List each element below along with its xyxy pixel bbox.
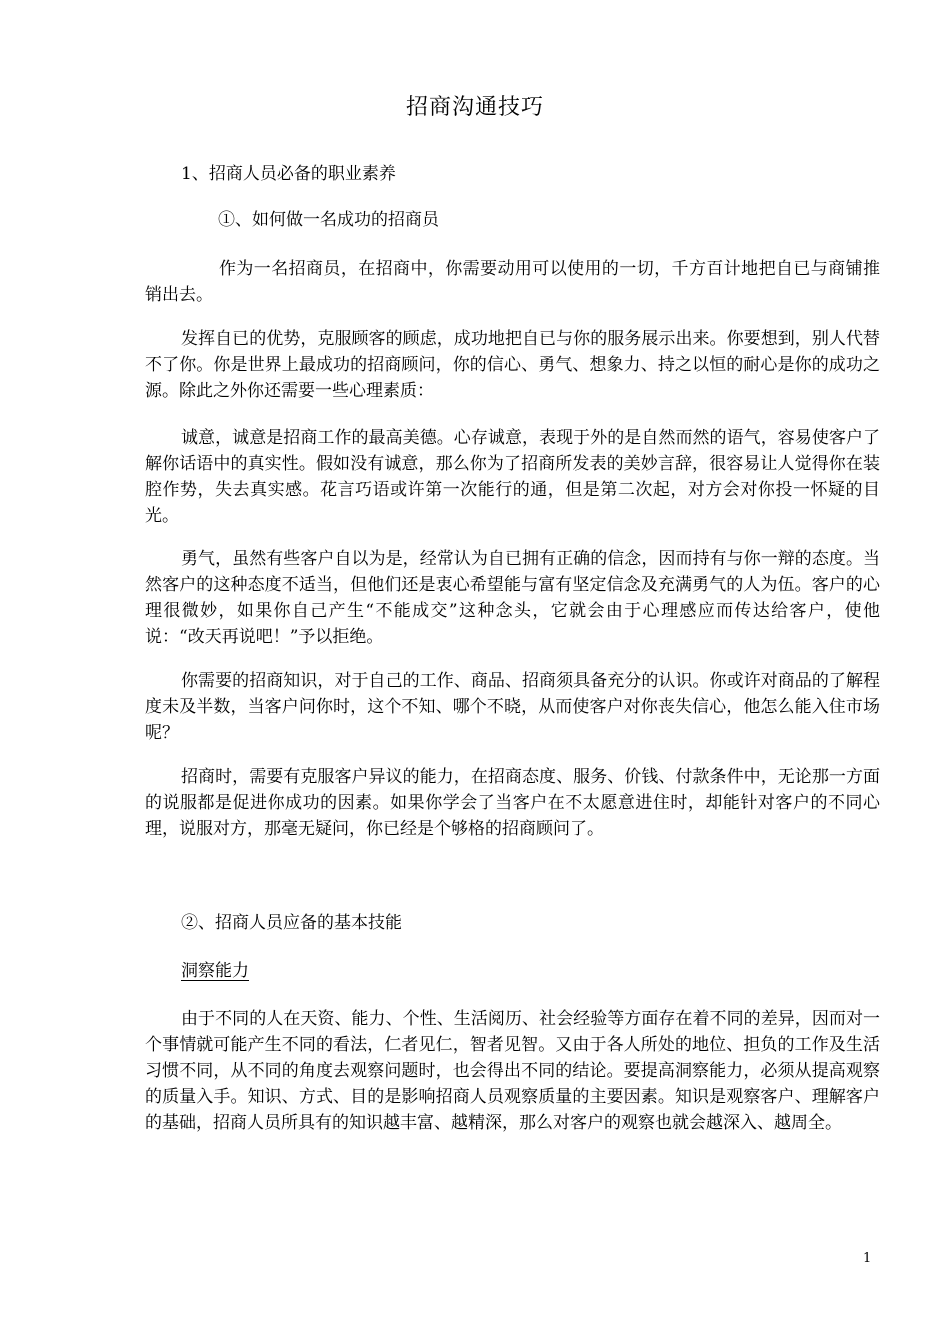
subsection-heading-basic-skills: ②、招商人员应备的基本技能 <box>181 913 402 933</box>
skill-heading-insight: 洞察能力 <box>181 961 249 981</box>
document-title: 招商沟通技巧 <box>405 95 544 120</box>
paragraph-sincerity: 诚意，诚意是招商工作的最高美德。心存诚意，表现于外的是自然而然的语气，容易使客户了解你话语中的真实性。假如没有诚意，那么你为了招商所发表的美妙言辞，很容易让人觉得你在装腔作势，失去真实感。花言巧语或许第一次能行的通，但是第二次起，对方会对你投一怀疑的目光。 <box>145 428 880 526</box>
paragraph-intro: 作为一名招商员，在招商中，你需要动用可以使用的一切，千方百计地把自已与商铺推销出去。 <box>145 259 880 305</box>
paragraph-strengths: 发挥自已的优势，克服顾客的顾虑，成功地把自已与你的服务展示出来。你要想到，别人代替不了你。你是世界上最成功的招商顾问，你的信心、勇气、想象力、持之以恒的耐心是你的成功之源。除此之外你还需要一些心理素质： <box>145 329 880 401</box>
paragraph-knowledge: 你需要的招商知识，对于自己的工作、商品、招商须具备充分的认识。你或许对商品的了解程度未及半数，当客户问你时，这个不知、哪个不晓，从而使客户对你丧失信心，他怎么能入住市场呢？ <box>145 671 880 743</box>
paragraph-insight: 由于不同的人在天资、能力、个性、生活阅历、社会经验等方面存在着不同的差异，因而对一个事情就可能产生不同的看法，仁者见仁，智者见智。又由于各人所处的地位、担负的工作及生活习惯不同，从不同的角度去观察问题时，也会得出不同的结论。要提高洞察能力，必须从提高观察的质量入手。知识、方式、目的是影响招商人员观察质量的主要因素。知识是观察客户、理解客户的基础，招商人员所具有的知识越丰富、越精深，那么对客户的观察也就会越深入、越周全。 <box>145 1009 880 1133</box>
paragraph-courage: 勇气，虽然有些客户自以为是，经常认为自已拥有正确的信念，因而持有与你一辩的态度。当然客户的这种态度不适当，但他们还是衷心希望能与富有坚定信念及充满勇气的人为伍。客户的心理很微妙，如果你自己产生“不能成交”这种念头，它就会由于心理感应而传达给客户，使他说：“改天再说吧！”予以拒绝。 <box>145 549 880 647</box>
section-heading-professional-qualities: 1、招商人员必备的职业素养 <box>181 164 396 184</box>
page-number: 1 <box>863 1251 872 1266</box>
paragraph-objection-handling: 招商时，需要有克服客户异议的能力，在招商态度、服务、价钱、付款条件中，无论那一方面的说服都是促进你成功的因素。如果你学会了当客户在不太愿意进住时，却能针对客户的不同心理，说服对方，那毫无疑问，你已经是个够格的招商顾问了。 <box>145 767 880 839</box>
subsection-heading-successful-recruiter: ①、如何做一名成功的招商员 <box>218 210 439 230</box>
